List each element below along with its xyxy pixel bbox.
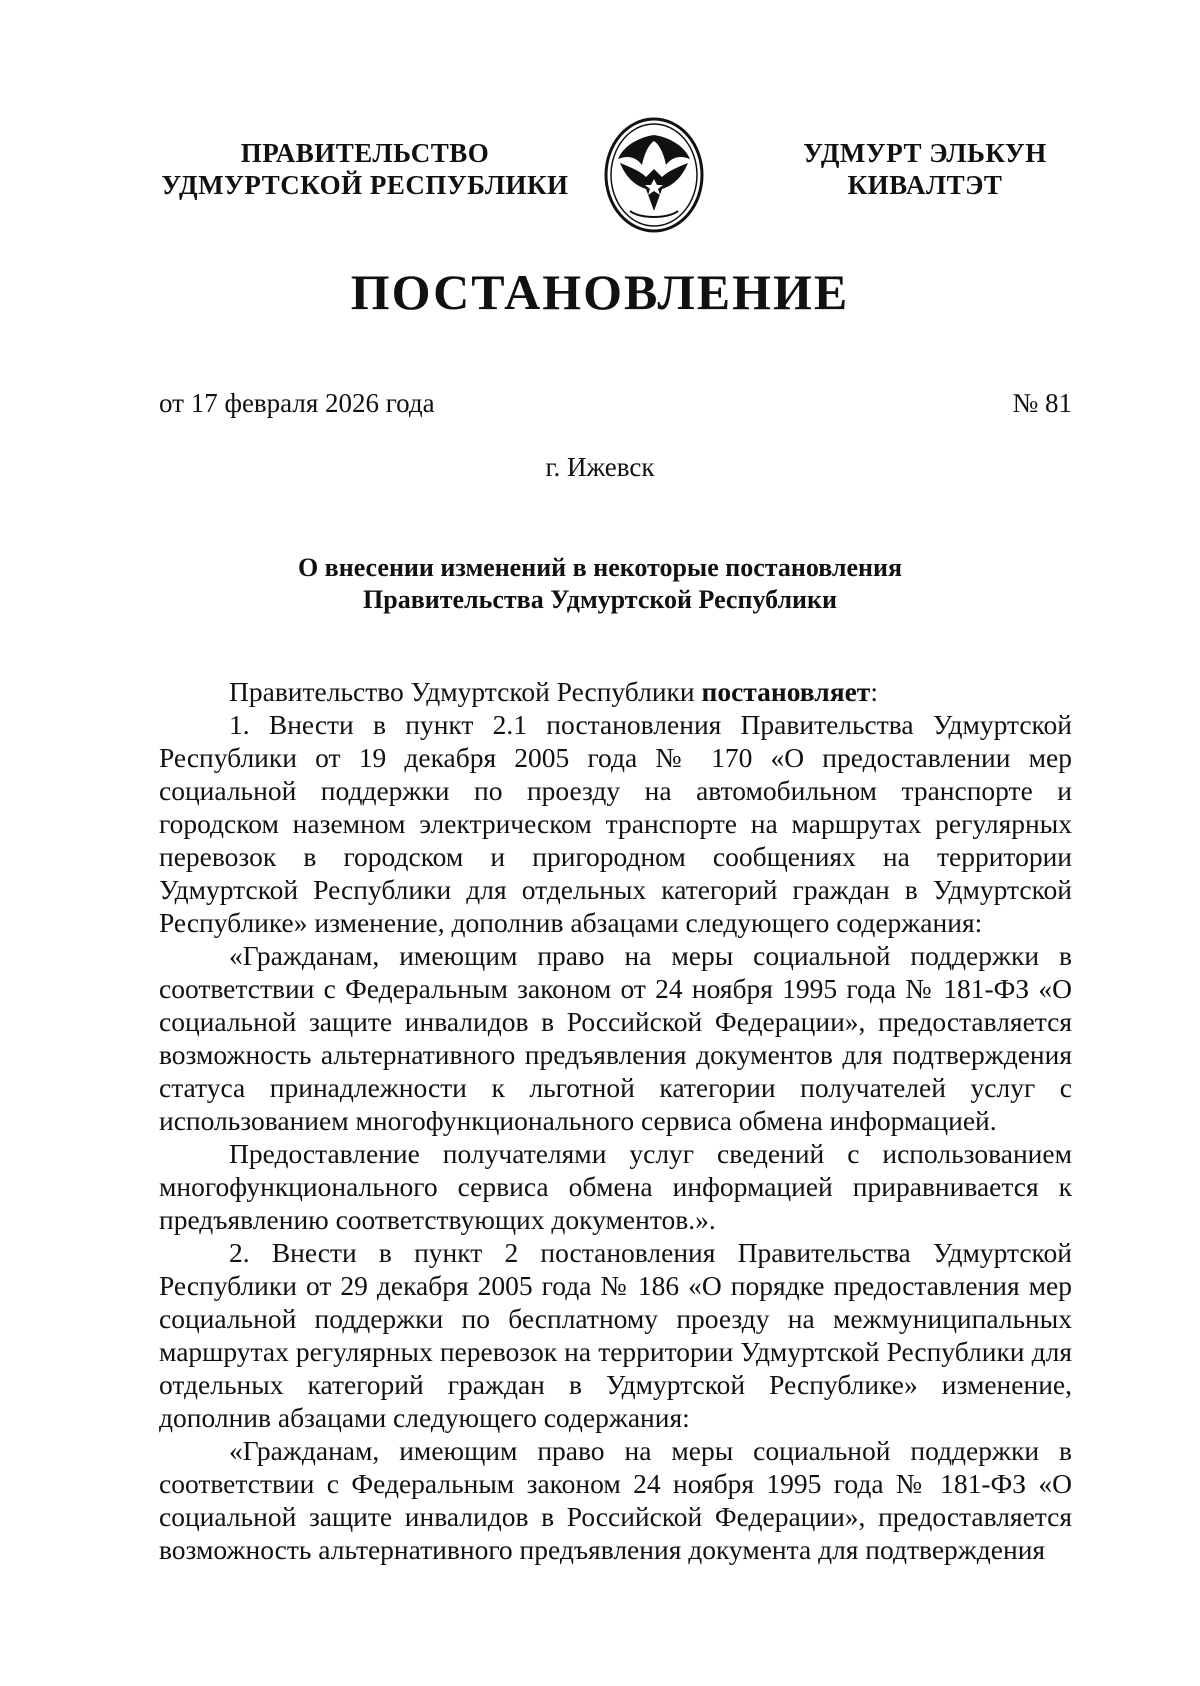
lead-bold: постановляет xyxy=(701,676,871,707)
udmurt-coat-of-arms-icon xyxy=(600,115,708,235)
lead-text: Правительство Удмуртской Республики xyxy=(229,676,702,707)
paragraph-5: «Гражданам, имеющим право на меры социальной поддержки в соответствии с Федеральным законом 24 ноября 1995 года № 181-ФЗ «О социальной защите инвалидов в Российской Федерации», предоставляется возможность альтернативного предъявления документа для подтверждения xyxy=(159,1435,1072,1565)
subject-line1: О внесении изменений в некоторые постановления xyxy=(297,553,903,582)
body-lead xyxy=(159,675,1072,708)
paragraph-2: «Гражданам, имеющим право на меры социальной поддержки в соответствии с Федеральным законом от 24 ноября 1995 года № 181-ФЗ «О социальной защите инвалидов в Российской Федерации», предоставляется возможность альтернативного предъявления документов для подтверждения статуса принадлежности к льготной категории получателей услуг с использованием многофункционального сервиса обмена информацией. xyxy=(159,940,1072,1136)
paragraph-3: Предоставление получателями услуг сведений с использованием многофункционального сервиса обмена информацией приравнивается к предъявлению соответствующих документов.». xyxy=(159,1138,1072,1235)
paragraph-1: 1. Внести в пункт 2.1 постановления Правительства Удмуртской Республики от 19 декабря 2005 года № 170 «О предоставлении мер социальной поддержки по проезду на автомобильном транспорте и городском наземном электрическом транспорте на маршрутах регулярных перевозок в городском и пригородном сообщениях на территории Удмуртской Республики для отдельных категорий граждан в Удмуртской Республике» изменение, дополнив абзацами следующего содержания: xyxy=(159,709,1072,938)
header-right-line2: КИВАЛТЭТ xyxy=(847,170,1003,200)
header-government-ru xyxy=(140,137,590,201)
header-left-line2: УДМУРТСКОЙ РЕСПУБЛИКИ xyxy=(161,170,569,200)
document-type-title: ПОСТАНОВЛЕНИЕ xyxy=(350,264,850,320)
header-right-line1: УДМУРТ ЭЛЬКУН xyxy=(803,138,1047,168)
document-body xyxy=(159,675,1072,1566)
document-city: г. Ижевск xyxy=(545,452,655,482)
header-left-line1: ПРАВИТЕЛЬСТВО xyxy=(240,138,490,168)
paragraph-4: 2. Внести в пункт 2 постановления Правительства Удмуртской Республики от 29 декабря 2005 года № 186 «О порядке предоставления мер социальной поддержки по бесплатному проезду на межмуниципальных маршрутах регулярных перевозок на территории Удмуртской Республики для отдельных категорий граждан в Удмуртской Республике» изменение, дополнив абзацами следующего содержания: xyxy=(159,1237,1072,1433)
subject-line2: Правительства Удмуртской Республики xyxy=(363,585,837,614)
header-government-udm xyxy=(770,137,1080,201)
document-subject xyxy=(200,552,1000,616)
lead-colon: : xyxy=(870,676,878,707)
document-number: № 81 xyxy=(1012,388,1072,418)
document-date: от 17 февраля 2026 года xyxy=(159,388,435,418)
